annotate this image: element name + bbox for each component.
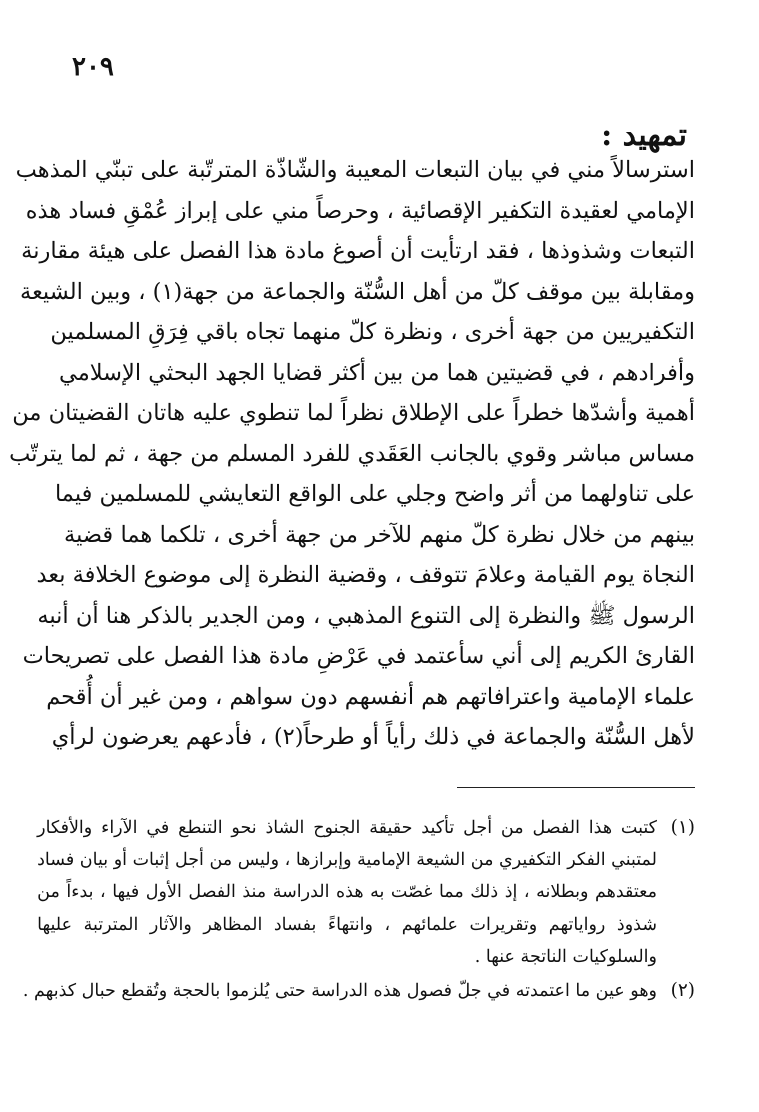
footnote-marker: (١) [670, 817, 695, 838]
body-line: وأفرادهم ، في قضيتين هما من بين أكثر قضايا الجهد البحثي الإسلامي [58, 359, 695, 386]
page-number: ٢٠٩ [72, 52, 114, 82]
body-line: التبعات وشذوذها ، فقد ارتأيت أن أصوغ مادة هذا الفصل على هيئة مقارنة [21, 238, 695, 264]
footnotes [22, 812, 695, 1007]
body-line: مساس مباشر وقوي بالجانب العَقَدي للفرد المسلم من جهة ، ثم لما يترتّب [9, 440, 695, 467]
main-paragraph [9, 150, 695, 758]
body-line: القارئ الكريم إلى أني سأعتمد في عَرْضِ مادة هذا الفصل على تصريحات [22, 643, 695, 669]
body-line: أهمية وأشدّها خطراً على الإطلاق نظراً لما تنطوي عليه هاتان القضيتان من [12, 400, 695, 426]
section-heading: تمهيد : [601, 118, 687, 153]
footnote-line: معتقدهم وبطلانه ، إذ ذلك مما غصّت به هذه الدراسة منذ الفصل الأول فيها ، بدءاً من [37, 882, 657, 903]
body-line: الإمامي لعقيدة التكفير الإقصائية ، وحرصاً مني على إبراز عُمْقِ فساد هذه [25, 197, 695, 224]
body-line: استرسالاً مني في بيان التبعات المعيبة والشّاذّة المترتّبة على تبنّي المذهب [15, 157, 695, 183]
footnote-line: كتبت هذا الفصل من أجل تأكيد حقيقة الجنوح الشاذ نحو التنطع في الآراء والأفكار [37, 818, 657, 838]
body-line: بينهم من خلال نظرة كلّ منهم للآخر من جهة أخرى ، تلكما هما قضية [64, 521, 695, 548]
body-line: الرسول ﷺ والنظرة إلى التنوع المذهبي ، ومن الجدير بالذكر هنا أن أنبه [37, 602, 695, 629]
body-line: على تناولهما من أثر واضح وجلي على الواقع التعايشي للمسلمين فيما [54, 481, 695, 507]
footnote-line: وهو عين ما اعتمدته في جلّ فصول هذه الدراسة حتى يُلزموا بالحجة وتُقطع حبال كذبهم . [22, 980, 657, 1001]
footnote-1 [37, 812, 695, 973]
body-line: لأهل السُّنّة والجماعة في ذلك رأياً أو طرحاً(٢) ، فأدعهم يعرضون لرأي [51, 724, 695, 750]
footnote-line: والسلوكيات الناتجة عنها . [474, 946, 657, 967]
footnote-line: شذوذ رواياتهم وتقريرات علمائهم ، وانتهاءً بفساد المظاهر والآثار المترتبة عليها [37, 914, 657, 935]
body-line: ومقابلة بين موقف كلّ من أهل السُّنّة والجماعة من جهة(١) ، وبين الشيعة [20, 278, 695, 305]
body-line: التكفيريين من جهة أخرى ، ونظرة كلّ منهما تجاه باقي فِرَقِ المسلمين [50, 319, 695, 345]
footnote-text [23, 975, 657, 1007]
body-line: علماء الإمامية واعترافاتهم هم أنفسهم دون سواهم ، ومن غير أن أُقحم [46, 683, 695, 710]
footnote-2 [22, 975, 695, 1007]
footnote-line: لمتبني الفكر التكفيري من الشيعة الإمامية وإبرازها ، وليس من أجل إثبات أو بيان فساد [37, 850, 657, 871]
footnote-text [37, 812, 657, 973]
footnote-divider [457, 787, 695, 788]
body-line: النجاة يوم القيامة وعلامَ تتوقف ، وقضية النظرة إلى موضوع الخلافة بعد [36, 562, 695, 588]
footnote-marker: (٢) [670, 979, 695, 1001]
